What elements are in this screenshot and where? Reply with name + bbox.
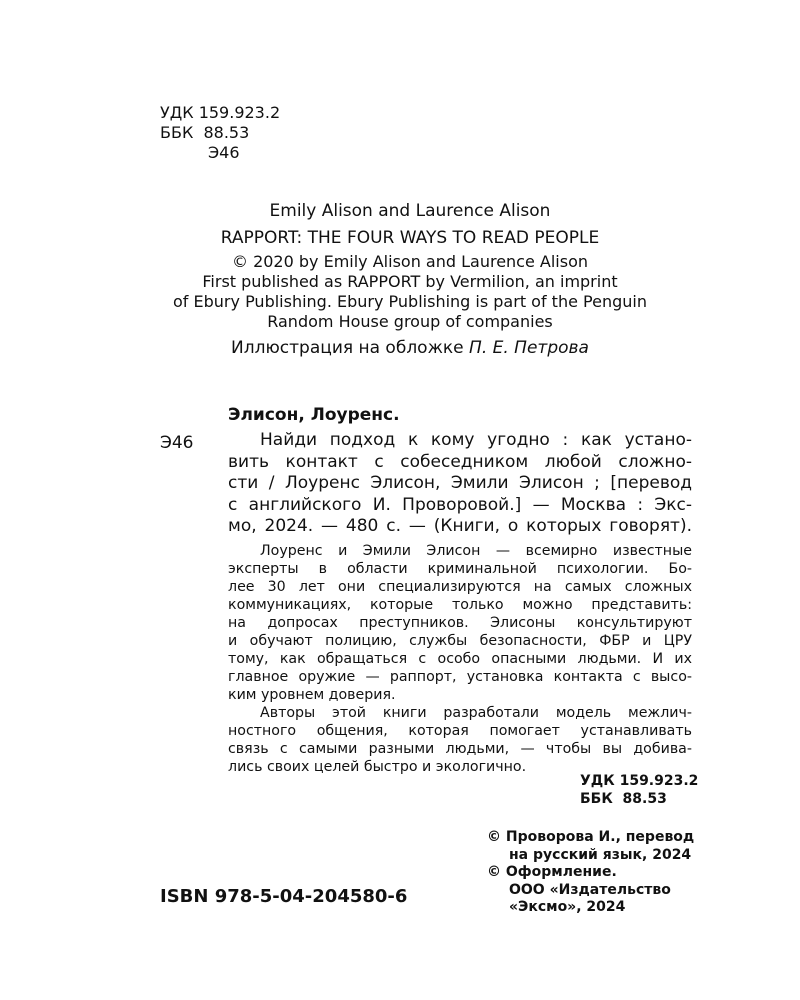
- bbk-code: ББК 88.53: [160, 123, 250, 142]
- bbk-code-bottom: ББК 88.53: [580, 791, 667, 807]
- annotation-line: главное оружие — раппорт, установка контакта с высо-: [228, 669, 692, 685]
- bibliographic-description: [228, 430, 692, 538]
- classification-block: [160, 103, 280, 163]
- annotation-line: связь с самыми разными людьми, — чтобы вы добива-: [228, 741, 692, 757]
- annotation-line: и обучают полицию, службы безопасности, ФБР и ЦРУ: [228, 633, 692, 649]
- original-authors: Emily Alison and Laurence Alison: [269, 201, 551, 221]
- original-title: RAPPORT: THE FOUR WAYS TO READ PEOPLE: [220, 228, 600, 248]
- udk-code-bottom: УДК 159.923.2: [580, 773, 699, 789]
- publisher-name-cont: «Эксмо», 2024: [509, 899, 626, 915]
- bibliographic-heading: Элисон, Лоуренс.: [228, 405, 400, 425]
- annotation-line: эксперты в области криминальной психологии. Бо-: [228, 561, 692, 577]
- copyright-line: of Ebury Publishing. Ebury Publishing is part of the Penguin: [173, 292, 647, 311]
- illustration-artist: П. Е. Петрова: [469, 338, 589, 358]
- classification-bottom: [580, 772, 698, 808]
- copyright-line: Random House group of companies: [267, 312, 553, 331]
- copyright-block: [487, 829, 694, 917]
- copyright-line: © 2020 by Emily Alison and Laurence Alison: [231, 252, 588, 271]
- biblio-line: вить контакт с собеседником любой сложно-: [228, 451, 692, 472]
- annotation-line: ностного общения, которая помогает устанавливать: [228, 723, 692, 739]
- biblio-line: мо, 2024. — 480 с. — (Книги, о которых говорят).: [228, 516, 692, 536]
- annotation-line: на допросах преступников. Элисоны консультируют: [228, 615, 692, 631]
- original-edition-block: [150, 200, 670, 332]
- annotation-line: коммуникациях, которые только можно представить:: [228, 597, 692, 613]
- biblio-line: сти / Лоуренс Элисон, Эмили Элисон ; [перевод: [228, 473, 692, 493]
- isbn: ISBN 978-5-04-204580-6: [160, 886, 408, 907]
- annotation-line: лее 30 лет они специализируются на самых сложных: [228, 579, 692, 595]
- copyright-line: First published as RAPPORT by Vermilion, an imprint: [202, 272, 618, 291]
- bibliographic-code: Э46: [160, 433, 194, 453]
- annotation-line: ким уровнем доверия.: [228, 687, 396, 703]
- translation-copyright: © Проворова И., перевод: [487, 829, 695, 845]
- design-copyright: © Оформление.: [487, 864, 617, 880]
- translation-copyright-cont: на русский язык, 2024: [509, 846, 692, 863]
- illustration-label: Иллюстрация на обложке: [231, 338, 470, 358]
- annotation-line: лись своих целей быстро и экологично.: [228, 759, 527, 775]
- biblio-line: Найди подход к кому угодно : как устано-: [260, 430, 692, 450]
- biblio-line: с английского И. Проворовой.] — Москва : Экс-: [228, 494, 692, 515]
- copyright-notice: [150, 252, 670, 332]
- annotation-line: тому, как обращаться с особо опасными людьми. И их: [228, 651, 692, 667]
- annotation-line: Лоуренс и Эмили Элисон — всемирно известные: [260, 543, 692, 559]
- annotation: [228, 542, 692, 776]
- illustration-credit: [150, 337, 670, 359]
- annotation-line: Авторы этой книги разработали модель межлич-: [260, 705, 692, 721]
- author-mark: Э46: [208, 143, 240, 162]
- udk-code: УДК 159.923.2: [160, 103, 281, 122]
- publisher-name: ООО «Издательство: [509, 881, 671, 898]
